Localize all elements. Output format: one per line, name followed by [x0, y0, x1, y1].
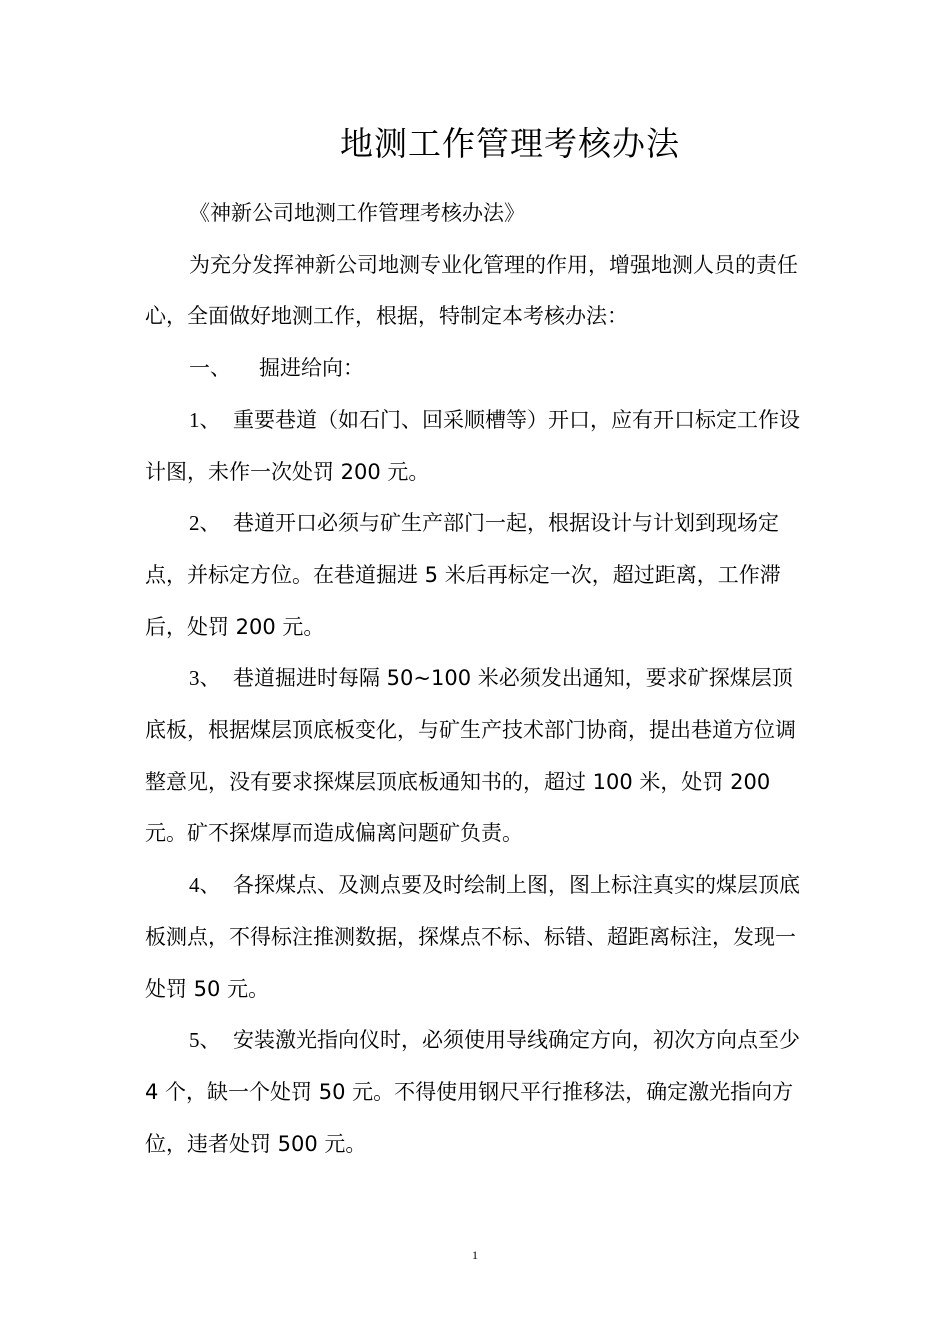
item-number: 3、	[189, 666, 221, 691]
item-text: 各探煤点、及测点要及时绘制上图，图上标注真实的煤层顶底板测点，不得标注推测数据，探煤点不标、标错、超距离标注，发现一处罚 50 元。	[145, 873, 800, 1001]
section-marker: 一、	[189, 356, 231, 381]
list-item	[145, 860, 805, 1015]
item-number: 4、	[189, 873, 221, 898]
list-item	[145, 653, 805, 860]
item-number: 1、	[189, 407, 221, 432]
page-number: 1	[472, 1248, 478, 1262]
list-item	[145, 498, 805, 653]
list-item	[145, 1015, 805, 1170]
document-body	[145, 188, 805, 1170]
section-heading	[145, 343, 805, 395]
item-number: 5、	[189, 1028, 221, 1053]
item-text: 安装激光指向仪时，必须使用导线确定方向，初次方向点至少 4 个，缺一个处罚 50 元。不得使用钢尺平行推移法，确定激光指向方位，违者处罚 500 元。	[145, 1028, 800, 1156]
list-item	[145, 395, 805, 498]
intro-paragraph: 为充分发挥神新公司地测专业化管理的作用，增强地测人员的责任心，全面做好地测工作，根据，特制定本考核办法：	[145, 252, 798, 329]
item-text: 重要巷道（如石门、回采顺槽等）开口，应有开口标定工作设计图，未作一次处罚 200 元。	[145, 407, 800, 484]
section-heading-text: 掘进给向：	[259, 356, 364, 381]
item-number: 2、	[189, 511, 221, 536]
document-title: 地测工作管理考核办法	[340, 124, 680, 163]
item-text: 巷道开口必须与矿生产部门一起，根据设计与计划到现场定点，并标定方位。在巷道掘进 5 米后再标定一次，超过距离，工作滞后，处罚 200 元。	[145, 511, 781, 639]
item-text: 巷道掘进时每隔 50~100 米必须发出通知，要求矿探煤层顶底板，根据煤层顶底板变化，与矿生产技术部门协商，提出巷道方位调整意见，没有要求探煤层顶底板通知书的，超过 100 米，处罚 200 元。矿不探煤厚而造成偏离问题矿负责。	[145, 666, 796, 846]
document-subtitle: 《神新公司地测工作管理考核办法》	[189, 201, 525, 225]
